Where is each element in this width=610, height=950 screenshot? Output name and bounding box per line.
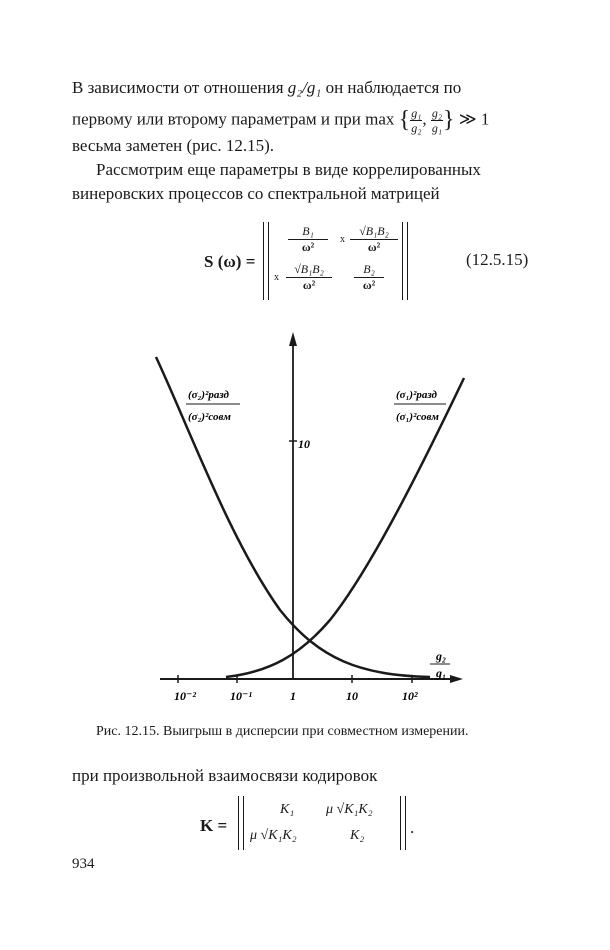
para1-frac2: $\frac{\text{g₂}}{\text{g₁}}$ xyxy=(431,106,443,135)
matrix-k-right-bar-2 xyxy=(405,796,406,850)
x-tick-label-3: 1 xyxy=(290,689,296,703)
matrix-s-cell-21: x √B₁B₂ ω² xyxy=(274,262,332,293)
y-tick-label: 10 xyxy=(298,437,310,451)
x-tick-label-1: 10⁻² xyxy=(174,689,196,703)
para3: при произвольной взаимосвязи кодировок xyxy=(72,766,378,785)
x-tick-label-2: 10⁻¹ xyxy=(230,689,252,703)
matrix-k-cell-21: μ √K₁K₂ xyxy=(250,828,297,843)
para1-line1-b: он наблюдается по xyxy=(321,78,462,97)
x-tick-label-4: 10 xyxy=(346,689,358,703)
matrix-s-left-bar-2 xyxy=(268,222,269,300)
matrix-s-right-bar-1 xyxy=(402,222,403,300)
page-number: 934 xyxy=(72,856,95,872)
matrix-k-cell-11: K₁ xyxy=(280,802,295,817)
equation-k-end: . xyxy=(410,818,415,837)
para1-line2: первому или второму параметрам и при max { $\frac{\text{g₁}}{\text{g₂}}$ , $\frac{\text{g₂}}{\text{g₁}}$ } ≫ 1 xyxy=(72,106,490,135)
matrix-k-right-bar-1 xyxy=(400,796,401,850)
para1-line2-a: первому или второму параметрам и при max xyxy=(72,109,395,129)
x-axis-label-num: g₂ xyxy=(436,649,447,663)
para1-line1 xyxy=(72,78,461,98)
left-brace: { xyxy=(398,107,411,133)
matrix-s-cell-11: $\frac{\text{B₁}}{\text{ω²}}$ xyxy=(288,224,328,255)
x-axis-label-den: g₁ xyxy=(436,666,447,680)
left-curve-label-num: (σ₂)²разд xyxy=(188,389,229,401)
y-axis-arrow xyxy=(289,332,297,346)
matrix-k-left-bar-2 xyxy=(243,796,244,850)
para1-ratio: g₂/g₁ xyxy=(287,78,322,97)
matrix-k-cell-12: μ √K₁K₂ xyxy=(326,802,373,817)
right-curve-label-den: (σ₁)²совм xyxy=(396,411,439,423)
matrix-k-cell-22: K₂ xyxy=(350,828,365,843)
matrix-s-cell-12: x √B₁B₂ ω² xyxy=(340,224,398,255)
right-brace: } xyxy=(443,107,455,133)
x-axis-arrow xyxy=(450,675,463,683)
matrix-s-cell-22: $\frac{\text{B₂}}{\text{ω²}}$ xyxy=(354,262,384,293)
matrix-s-right-bar-2 xyxy=(407,222,408,300)
para1-line3: весьма заметен (рис. 12.15). xyxy=(72,136,274,155)
equation-s-lhs: S (ω) = xyxy=(204,252,256,271)
left-curve-label-den: (σ₂)²совм xyxy=(188,411,231,423)
figure-12-15 xyxy=(0,330,610,710)
equation-k-lhs: K = xyxy=(200,816,228,835)
para1-ineq: ≫ 1 xyxy=(458,109,490,129)
equation-s-number: (12.5.15) xyxy=(466,250,529,269)
para2-line1: Рассмотрим еще параметры в виде коррелированных xyxy=(96,160,481,179)
para1-line1-a: В зависимости от отношения xyxy=(72,78,288,97)
para2-line2: винеровских процессов со спектральной матрицей xyxy=(72,184,440,203)
para1-frac1: $\frac{\text{g₁}}{\text{g₂}}$ xyxy=(411,106,422,135)
figure-caption: Рис. 12.15. Выигрыш в дисперсии при совместном измерении. xyxy=(96,724,469,739)
right-curve-label-num: (σ₁)²разд xyxy=(396,389,437,401)
matrix-s-left-bar-1 xyxy=(263,222,264,300)
x-tick-label-5: 10² xyxy=(402,689,418,703)
matrix-k-left-bar-1 xyxy=(238,796,239,850)
